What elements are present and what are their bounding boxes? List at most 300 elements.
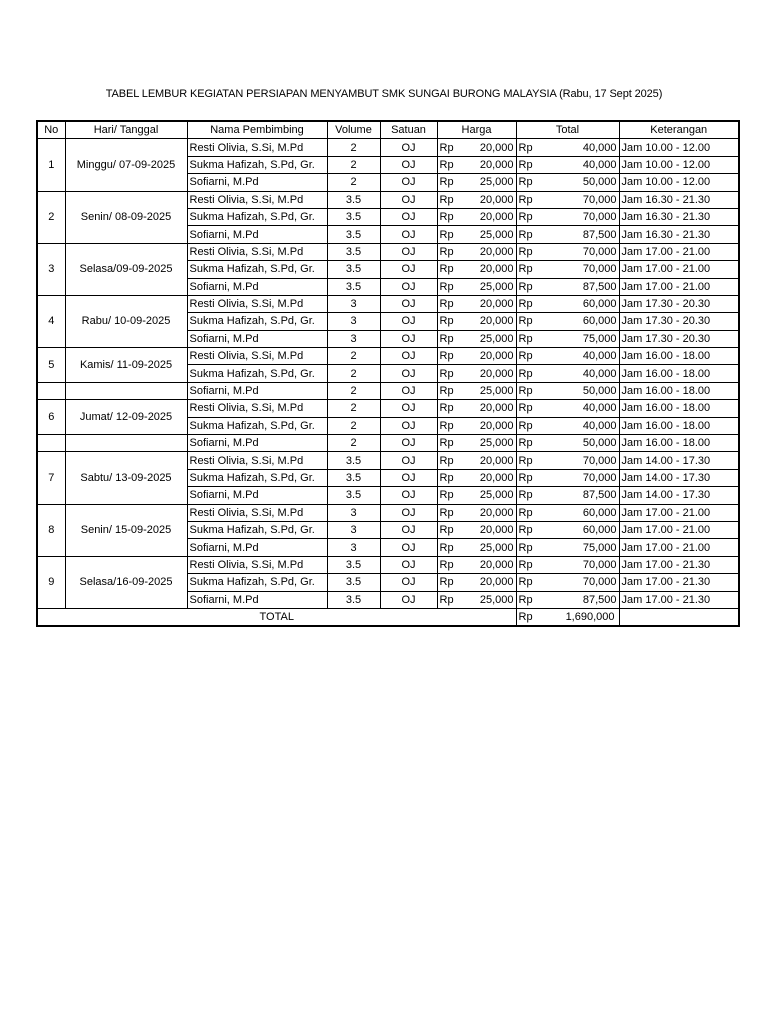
cell-name: Sukma Hafizah, S.Pd, Gr. (187, 156, 327, 173)
total-value: 70,000 (582, 263, 617, 276)
cell-name: Sofiarni, M.Pd (187, 330, 327, 347)
price-value: 25,000 (479, 489, 514, 502)
cell-day (65, 382, 187, 399)
cell-volume: 3 (327, 504, 380, 521)
header-no: No (37, 121, 65, 139)
cell-name: Sukma Hafizah, S.Pd, Gr. (187, 417, 327, 434)
table-row (37, 295, 739, 312)
page-title: TABEL LEMBUR KEGIATAN PERSIAPAN MENYAMBUT SMK SUNGAI BURONG MALAYSIA (Rabu, 17 Sept 2025) (105, 88, 663, 100)
cell-name: Resti Olivia, S.Si, M.Pd (187, 139, 327, 156)
cell-note: Jam 14.00 - 17.30 (619, 469, 739, 486)
cell-total (516, 139, 619, 156)
cell-total (516, 156, 619, 173)
total-currency: Rp (518, 402, 533, 415)
total-row (37, 608, 739, 626)
cell-volume: 3.5 (327, 469, 380, 486)
total-amount: 1,690,000 (565, 611, 615, 624)
cell-total (516, 539, 619, 556)
cell-volume: 3.5 (327, 452, 380, 469)
total-value: 40,000 (582, 367, 617, 380)
total-currency: Rp (518, 524, 533, 537)
price-value: 25,000 (479, 593, 514, 606)
cell-volume: 3 (327, 521, 380, 538)
cell-note: Jam 16.00 - 18.00 (619, 400, 739, 417)
cell-unit: OJ (380, 556, 437, 573)
total-currency: Rp (518, 350, 533, 363)
total-value: 40,000 (582, 419, 617, 432)
table-row (37, 243, 739, 260)
total-value: 40,000 (582, 158, 617, 171)
cell-volume: 3.5 (327, 591, 380, 608)
total-currency: Rp (518, 611, 533, 624)
price-value: 20,000 (479, 263, 514, 276)
total-currency: Rp (518, 315, 533, 328)
cell-price (437, 243, 516, 260)
total-currency: Rp (518, 419, 533, 432)
total-currency: Rp (518, 263, 533, 276)
cell-name: Resti Olivia, S.Si, M.Pd (187, 348, 327, 365)
total-value: 70,000 (582, 211, 617, 224)
cell-note: Jam 17.30 - 20.30 (619, 330, 739, 347)
cell-price (437, 278, 516, 295)
price-currency: Rp (439, 298, 454, 311)
price-value: 25,000 (479, 280, 514, 293)
table-row (37, 382, 739, 399)
table-row (37, 435, 739, 452)
cell-unit: OJ (380, 487, 437, 504)
price-value: 25,000 (479, 176, 514, 189)
cell-price (437, 539, 516, 556)
price-currency: Rp (439, 211, 454, 224)
price-value: 20,000 (479, 158, 514, 171)
cell-price (437, 330, 516, 347)
cell-name: Sukma Hafizah, S.Pd, Gr. (187, 261, 327, 278)
price-currency: Rp (439, 228, 454, 241)
price-currency: Rp (439, 472, 454, 484)
cell-volume: 3.5 (327, 278, 380, 295)
table-row (37, 191, 739, 208)
cell-price (437, 313, 516, 330)
cell-note: Jam 17.00 - 21.00 (619, 261, 739, 278)
cell-total (516, 348, 619, 365)
total-currency: Rp (518, 141, 533, 154)
header-name: Nama Pembimbing (187, 121, 327, 139)
price-currency: Rp (439, 280, 454, 293)
price-currency: Rp (439, 315, 454, 328)
cell-price (437, 348, 516, 365)
cell-day: Rabu/ 10-09-2025 (65, 295, 187, 347)
cell-total (516, 469, 619, 486)
price-value: 25,000 (479, 437, 514, 450)
cell-note: Jam 17.00 - 21.00 (619, 521, 739, 538)
cell-total (516, 191, 619, 208)
cell-unit: OJ (380, 330, 437, 347)
cell-note: Jam 17.30 - 20.30 (619, 295, 739, 312)
price-value: 20,000 (479, 524, 514, 537)
total-value: 70,000 (582, 558, 617, 571)
cell-no: 3 (37, 243, 65, 295)
cell-no: 9 (37, 556, 65, 608)
cell-total (516, 174, 619, 191)
price-currency: Rp (439, 524, 454, 537)
cell-note: Jam 16.00 - 18.00 (619, 382, 739, 399)
cell-note: Jam 16.00 - 18.00 (619, 365, 739, 382)
cell-price (437, 400, 516, 417)
cell-price (437, 591, 516, 608)
cell-volume: 3.5 (327, 574, 380, 591)
price-currency: Rp (439, 141, 454, 154)
total-currency: Rp (518, 158, 533, 171)
table-row (37, 504, 739, 521)
total-currency: Rp (518, 332, 533, 345)
header-total: Total (516, 121, 619, 139)
cell-price (437, 417, 516, 434)
cell-note: Jam 17.00 - 21.00 (619, 243, 739, 260)
cell-note: Jam 16.00 - 18.00 (619, 435, 739, 452)
cell-volume: 3 (327, 330, 380, 347)
cell-note: Jam 17.30 - 20.30 (619, 313, 739, 330)
price-currency: Rp (439, 576, 454, 589)
cell-price (437, 487, 516, 504)
cell-total (516, 435, 619, 452)
cell-volume: 2 (327, 348, 380, 365)
price-value: 20,000 (479, 454, 514, 467)
price-value: 20,000 (479, 193, 514, 206)
total-value: 75,000 (582, 332, 617, 345)
cell-total (516, 208, 619, 225)
cell-name: Sukma Hafizah, S.Pd, Gr. (187, 313, 327, 330)
price-value: 25,000 (479, 541, 514, 554)
total-currency: Rp (518, 593, 533, 606)
header-day: Hari/ Tanggal (65, 121, 187, 139)
cell-no: 8 (37, 504, 65, 556)
cell-price (437, 139, 516, 156)
price-currency: Rp (439, 193, 454, 206)
cell-volume: 3 (327, 313, 380, 330)
cell-total (516, 330, 619, 347)
cell-day: Minggu/ 07-09-2025 (65, 139, 187, 191)
cell-note: Jam 17.00 - 21.00 (619, 278, 739, 295)
price-value: 20,000 (479, 298, 514, 311)
cell-volume: 2 (327, 365, 380, 382)
cell-no: 6 (37, 400, 65, 435)
price-value: 20,000 (479, 211, 514, 224)
cell-name: Sofiarni, M.Pd (187, 382, 327, 399)
table-row (37, 452, 739, 469)
total-value: 75,000 (582, 541, 617, 554)
cell-total (516, 487, 619, 504)
cell-name: Sofiarni, M.Pd (187, 591, 327, 608)
total-value: 70,000 (582, 454, 617, 467)
cell-note: Jam 14.00 - 17.30 (619, 452, 739, 469)
cell-no: 2 (37, 191, 65, 243)
cell-name: Sofiarni, M.Pd (187, 435, 327, 452)
cell-price (437, 504, 516, 521)
cell-name: Resti Olivia, S.Si, M.Pd (187, 295, 327, 312)
cell-no (37, 382, 65, 399)
total-currency: Rp (518, 576, 533, 589)
price-currency: Rp (439, 593, 454, 606)
cell-name: Sukma Hafizah, S.Pd, Gr. (187, 469, 327, 486)
total-currency: Rp (518, 489, 533, 502)
cell-unit: OJ (380, 539, 437, 556)
cell-unit: OJ (380, 156, 437, 173)
total-currency: Rp (518, 298, 533, 311)
cell-name: Sukma Hafizah, S.Pd, Gr. (187, 521, 327, 538)
price-value: 25,000 (479, 228, 514, 241)
total-value: 60,000 (582, 315, 617, 328)
cell-unit: OJ (380, 139, 437, 156)
cell-price (437, 365, 516, 382)
cell-unit: OJ (380, 591, 437, 608)
total-value: 87,500 (582, 280, 617, 293)
price-value: 20,000 (479, 576, 514, 589)
cell-day: Senin/ 08-09-2025 (65, 191, 187, 243)
cell-no: 1 (37, 139, 65, 191)
cell-name: Sofiarni, M.Pd (187, 539, 327, 556)
price-currency: Rp (439, 158, 454, 171)
cell-total (516, 400, 619, 417)
cell-volume: 3.5 (327, 261, 380, 278)
cell-no: 5 (37, 348, 65, 383)
cell-volume: 2 (327, 417, 380, 434)
cell-price (437, 382, 516, 399)
cell-volume: 2 (327, 382, 380, 399)
cell-note: Jam 16.00 - 18.00 (619, 348, 739, 365)
total-value: 60,000 (582, 298, 617, 311)
price-value: 20,000 (479, 367, 514, 380)
price-currency: Rp (439, 558, 454, 571)
cell-unit: OJ (380, 521, 437, 538)
price-currency: Rp (439, 541, 454, 554)
price-currency: Rp (439, 245, 454, 258)
cell-total (516, 574, 619, 591)
cell-volume: 2 (327, 174, 380, 191)
cell-total (516, 452, 619, 469)
cell-day: Kamis/ 11-09-2025 (65, 348, 187, 383)
cell-unit: OJ (380, 504, 437, 521)
cell-total (516, 521, 619, 538)
total-value: 60,000 (582, 524, 617, 537)
cell-price (437, 261, 516, 278)
cell-volume: 3.5 (327, 191, 380, 208)
cell-total (516, 504, 619, 521)
table-row (37, 556, 739, 573)
header-row (37, 121, 739, 139)
overtime-table (36, 120, 740, 627)
cell-note: Jam 17.00 - 21.00 (619, 504, 739, 521)
price-currency: Rp (439, 367, 454, 380)
cell-note: Jam 16.30 - 21.30 (619, 208, 739, 225)
cell-name: Resti Olivia, S.Si, M.Pd (187, 504, 327, 521)
cell-unit: OJ (380, 382, 437, 399)
total-currency: Rp (518, 245, 533, 258)
cell-day: Sabtu/ 13-09-2025 (65, 452, 187, 504)
total-value: 87,500 (582, 228, 617, 241)
total-value: 70,000 (582, 472, 617, 484)
cell-name: Resti Olivia, S.Si, M.Pd (187, 556, 327, 573)
cell-note: Jam 16.00 - 18.00 (619, 417, 739, 434)
cell-total (516, 261, 619, 278)
price-value: 25,000 (479, 385, 514, 398)
cell-unit: OJ (380, 574, 437, 591)
cell-name: Resti Olivia, S.Si, M.Pd (187, 243, 327, 260)
cell-no (37, 435, 65, 452)
cell-note: Jam 10.00 - 12.00 (619, 156, 739, 173)
price-currency: Rp (439, 489, 454, 502)
total-currency: Rp (518, 193, 533, 206)
cell-unit: OJ (380, 452, 437, 469)
cell-name: Sofiarni, M.Pd (187, 487, 327, 504)
cell-volume: 3.5 (327, 556, 380, 573)
table-row (37, 400, 739, 417)
cell-total (516, 556, 619, 573)
cell-no: 7 (37, 452, 65, 504)
total-currency: Rp (518, 228, 533, 241)
price-value: 20,000 (479, 472, 514, 484)
cell-note: Jam 17.00 - 21.00 (619, 539, 739, 556)
cell-note: Jam 16.30 - 21.30 (619, 226, 739, 243)
total-value: 70,000 (582, 245, 617, 258)
price-currency: Rp (439, 402, 454, 415)
cell-total (516, 243, 619, 260)
price-currency: Rp (439, 332, 454, 345)
cell-unit: OJ (380, 208, 437, 225)
cell-volume: 3.5 (327, 226, 380, 243)
cell-note: Jam 10.00 - 12.00 (619, 139, 739, 156)
cell-unit: OJ (380, 243, 437, 260)
price-currency: Rp (439, 419, 454, 432)
price-value: 20,000 (479, 350, 514, 363)
cell-unit: OJ (380, 365, 437, 382)
cell-volume: 2 (327, 435, 380, 452)
cell-volume: 3.5 (327, 487, 380, 504)
cell-note: Jam 17.00 - 21.30 (619, 574, 739, 591)
cell-total (516, 365, 619, 382)
price-value: 20,000 (479, 506, 514, 519)
table-row (37, 348, 739, 365)
cell-note: Jam 17.00 - 21.30 (619, 591, 739, 608)
cell-name: Sukma Hafizah, S.Pd, Gr. (187, 208, 327, 225)
cell-note: Jam 17.00 - 21.30 (619, 556, 739, 573)
cell-price (437, 435, 516, 452)
total-value: 87,500 (582, 593, 617, 606)
cell-price (437, 556, 516, 573)
cell-price (437, 452, 516, 469)
price-currency: Rp (439, 263, 454, 276)
total-value: 40,000 (582, 350, 617, 363)
cell-total (516, 295, 619, 312)
cell-unit: OJ (380, 400, 437, 417)
cell-price (437, 226, 516, 243)
price-value: 20,000 (479, 141, 514, 154)
cell-day (65, 435, 187, 452)
cell-volume: 3.5 (327, 208, 380, 225)
cell-unit: OJ (380, 313, 437, 330)
header-note: Keterangan (619, 121, 739, 139)
cell-total (516, 226, 619, 243)
price-currency: Rp (439, 350, 454, 363)
cell-price (437, 469, 516, 486)
total-currency: Rp (518, 437, 533, 450)
cell-price (437, 174, 516, 191)
total-currency: Rp (518, 385, 533, 398)
cell-day: Selasa/16-09-2025 (65, 556, 187, 608)
table-row (37, 139, 739, 156)
price-currency: Rp (439, 437, 454, 450)
total-value: 50,000 (582, 437, 617, 450)
cell-day: Senin/ 15-09-2025 (65, 504, 187, 556)
total-currency: Rp (518, 472, 533, 484)
price-currency: Rp (439, 176, 454, 189)
cell-volume: 2 (327, 400, 380, 417)
price-value: 25,000 (479, 332, 514, 345)
cell-unit: OJ (380, 435, 437, 452)
cell-volume: 3 (327, 295, 380, 312)
cell-price (437, 521, 516, 538)
cell-volume: 3.5 (327, 243, 380, 260)
cell-name: Sofiarni, M.Pd (187, 174, 327, 191)
price-value: 20,000 (479, 315, 514, 328)
cell-unit: OJ (380, 191, 437, 208)
cell-day: Selasa/09-09-2025 (65, 243, 187, 295)
cell-unit: OJ (380, 348, 437, 365)
price-currency: Rp (439, 385, 454, 398)
cell-day: Jumat/ 12-09-2025 (65, 400, 187, 435)
cell-unit: OJ (380, 417, 437, 434)
cell-unit: OJ (380, 469, 437, 486)
price-value: 20,000 (479, 419, 514, 432)
total-currency: Rp (518, 558, 533, 571)
total-currency: Rp (518, 541, 533, 554)
total-label: TOTAL (37, 608, 516, 626)
total-value: 50,000 (582, 385, 617, 398)
total-note-empty (619, 608, 739, 626)
cell-no: 4 (37, 295, 65, 347)
cell-unit: OJ (380, 278, 437, 295)
total-currency: Rp (518, 176, 533, 189)
cell-total (516, 591, 619, 608)
header-price: Harga (437, 121, 516, 139)
total-currency: Rp (518, 280, 533, 293)
cell-total (516, 417, 619, 434)
cell-price (437, 295, 516, 312)
cell-unit: OJ (380, 261, 437, 278)
price-value: 20,000 (479, 245, 514, 258)
header-volume: Volume (327, 121, 380, 139)
cell-note: Jam 16.30 - 21.30 (619, 191, 739, 208)
price-currency: Rp (439, 454, 454, 467)
cell-name: Sofiarni, M.Pd (187, 226, 327, 243)
cell-price (437, 574, 516, 591)
total-value: 70,000 (582, 193, 617, 206)
price-value: 20,000 (479, 558, 514, 571)
cell-price (437, 208, 516, 225)
cell-note: Jam 14.00 - 17.30 (619, 487, 739, 504)
cell-total (516, 382, 619, 399)
total-value: 40,000 (582, 141, 617, 154)
total-currency: Rp (518, 506, 533, 519)
cell-unit: OJ (380, 174, 437, 191)
price-currency: Rp (439, 506, 454, 519)
cell-volume: 2 (327, 139, 380, 156)
cell-price (437, 156, 516, 173)
total-currency: Rp (518, 211, 533, 224)
total-currency: Rp (518, 367, 533, 380)
cell-name: Sofiarni, M.Pd (187, 278, 327, 295)
header-unit: Satuan (380, 121, 437, 139)
cell-name: Resti Olivia, S.Si, M.Pd (187, 452, 327, 469)
